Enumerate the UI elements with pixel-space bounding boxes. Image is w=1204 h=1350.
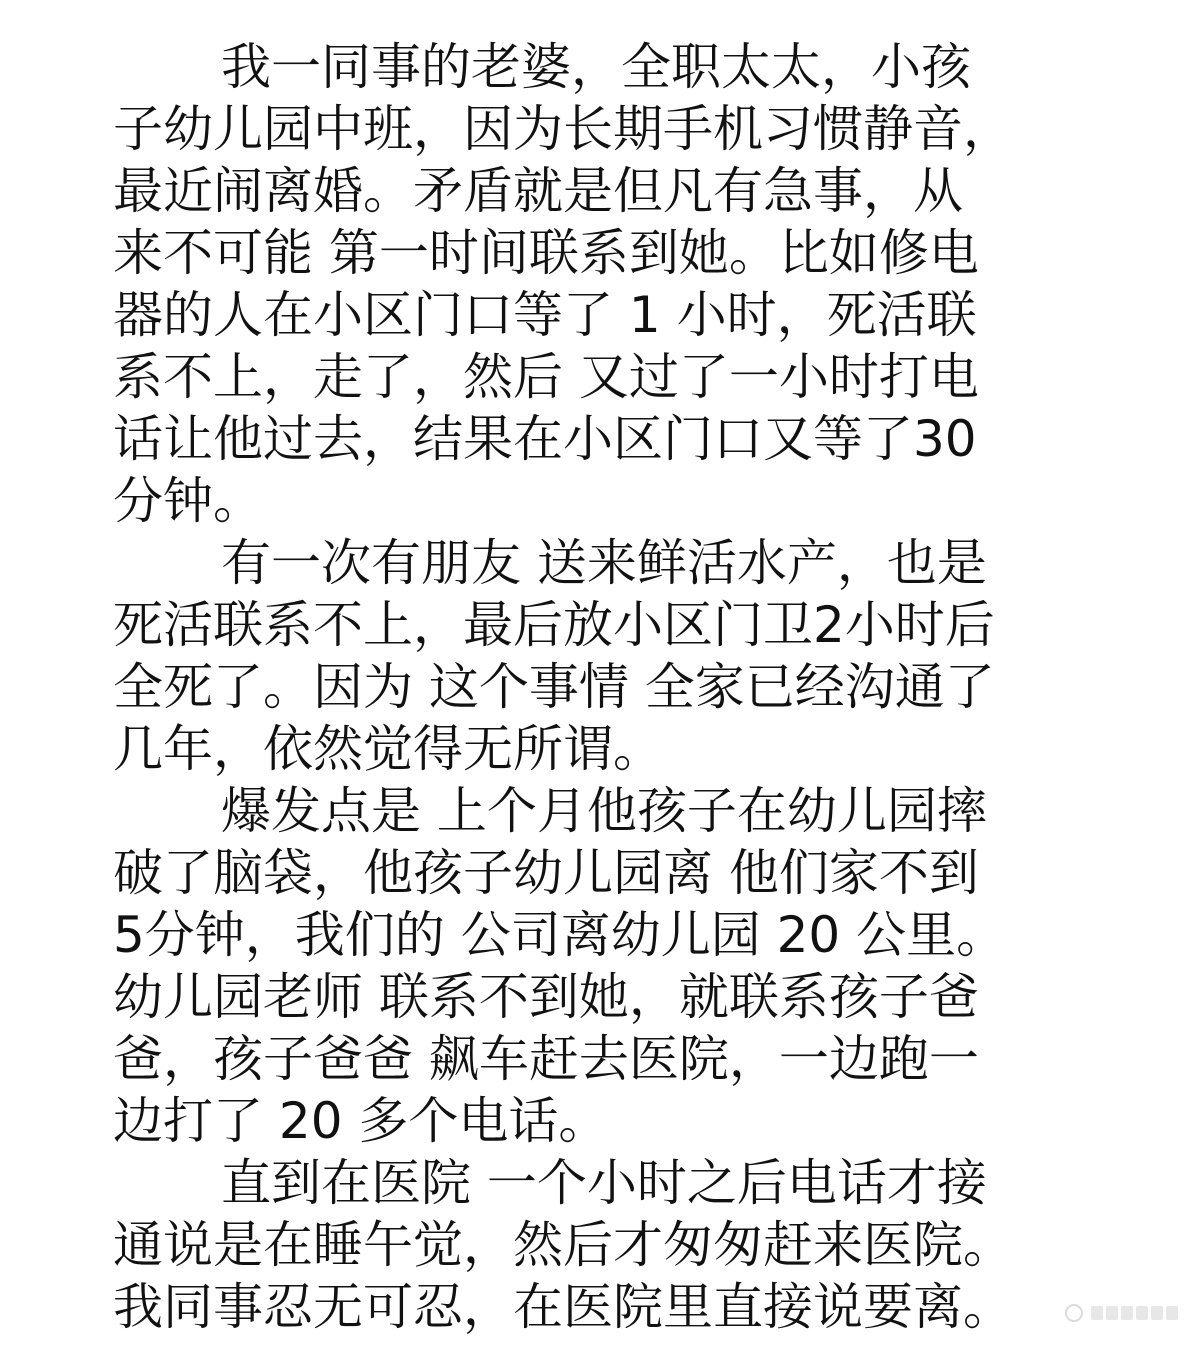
paragraph-1-line-4: 来不可能 第一时间联系到她。比如修电 bbox=[113, 224, 979, 282]
paragraph-1-line-5: 器的人在小区门口等了 1 小时，死活联 bbox=[113, 286, 977, 344]
watermark-bars bbox=[1091, 1306, 1178, 1320]
article-text bbox=[113, 36, 1033, 1338]
paragraph-4-line-3: 我同事忍无可忍，在医院里直接说要离。 bbox=[113, 1278, 1013, 1336]
paragraph-1-line-8: 分钟。 bbox=[113, 472, 263, 530]
paragraph-1-line-3: 最近闹离婚。矛盾就是但凡有急事，从 bbox=[113, 162, 963, 220]
paragraph-1-line-7: 话让他过去，结果在小区门口又等了30 bbox=[113, 410, 977, 468]
paragraph-2-line-3: 全死了。因为 这个事情 全家已经沟通了 bbox=[113, 658, 995, 716]
paragraph-1-line-2: 子幼儿园中班，因为长期手机习惯静音， bbox=[113, 100, 1013, 158]
paragraph-4-line-2: 通说是在睡午觉，然后才匆匆赶来医院。 bbox=[113, 1216, 1013, 1274]
paragraph-4-line-1: 直到在医院 一个小时之后电话才接 bbox=[221, 1154, 987, 1212]
weibo-watermark-icon bbox=[1065, 1304, 1083, 1322]
watermark bbox=[1065, 1304, 1178, 1322]
paragraph-3-line-3: 5分钟，我们的 公司离幼儿园 20 公里。 bbox=[113, 906, 1007, 964]
paragraph-2-line-4: 几年，依然觉得无所谓。 bbox=[113, 720, 663, 778]
paragraph-3-line-2: 破了脑袋，他孩子幼儿园离 他们家不到 bbox=[113, 844, 979, 902]
paragraph-1-line-1: 我一同事的老婆，全职太太，小孩 bbox=[221, 38, 971, 96]
paragraph-3-line-6: 边打了 20 多个电话。 bbox=[113, 1092, 609, 1150]
paragraph-1-line-6: 系不上，走了，然后 又过了一小时打电 bbox=[113, 348, 979, 406]
paragraph-2-line-2: 死活联系不上，最后放小区门卫2小时后 bbox=[113, 596, 995, 654]
paragraph-2-line-1: 有一次有朋友 送来鲜活水产，也是 bbox=[221, 534, 987, 592]
paragraph-3-line-1: 爆发点是 上个月他孩子在幼儿园摔 bbox=[221, 782, 987, 840]
paragraph-3-line-5: 爸，孩子爸爸 飙车赶去医院，一边跑一 bbox=[113, 1030, 979, 1088]
paragraph-3-line-4: 幼儿园老师 联系不到她，就联系孩子爸 bbox=[113, 968, 979, 1026]
